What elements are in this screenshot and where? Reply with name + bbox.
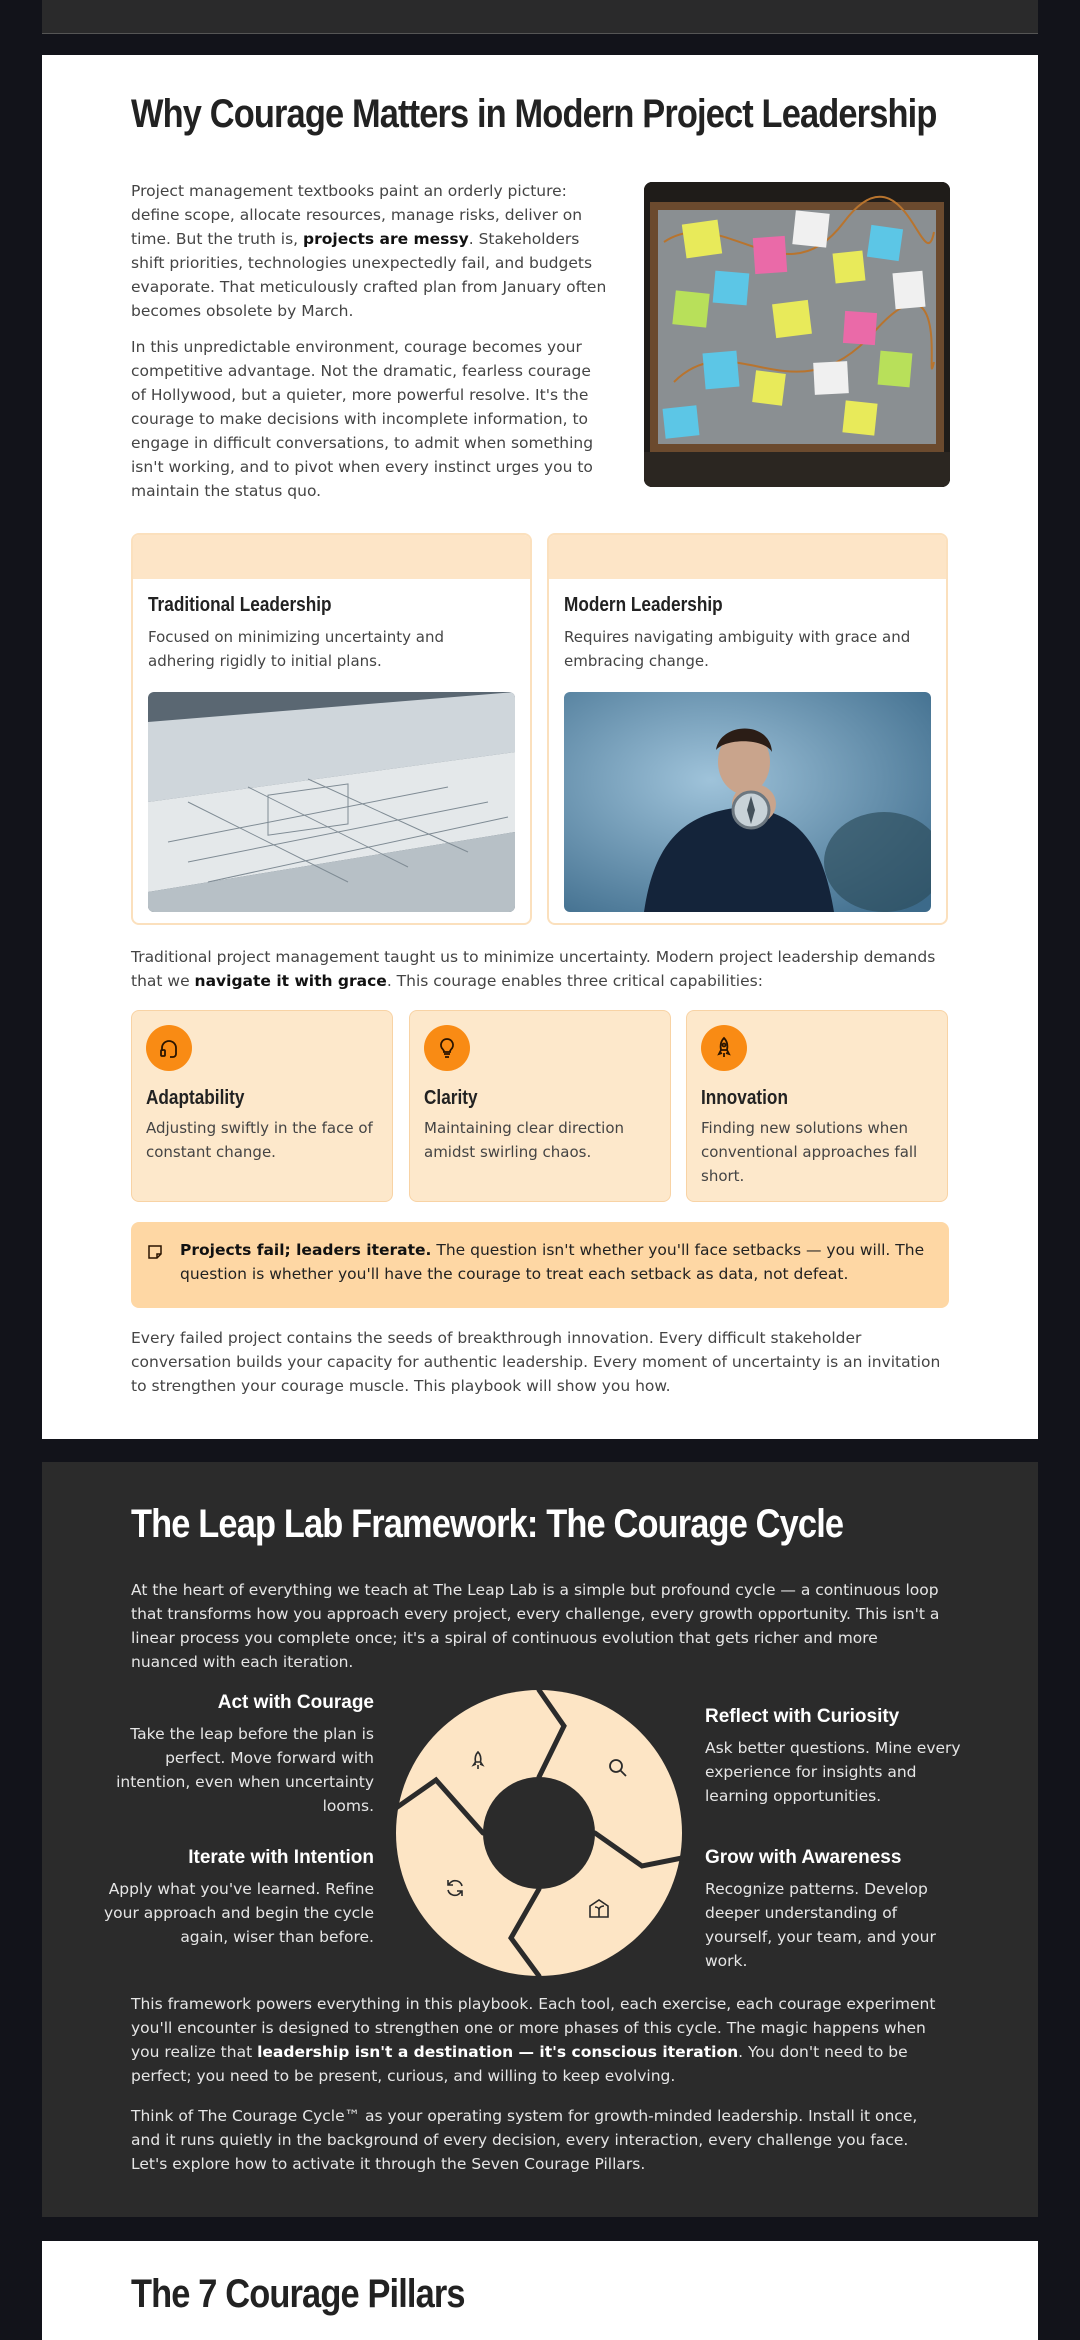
intro-emphasis: projects are messy xyxy=(303,230,469,248)
callout-rest: The question isn't whether you'll face setbacks — you will. The question is whether you'll have the courage to treat each setback as data, not defeat. xyxy=(180,1241,925,1283)
capability-text: Maintaining clear direction amidst swirling chaos. xyxy=(424,1119,625,1161)
headphones-icon xyxy=(146,1025,192,1071)
phase-title: Iterate with Intention xyxy=(188,1847,374,1868)
card-header-band xyxy=(549,535,946,579)
card-title: Modern Leadership xyxy=(564,594,723,616)
intro-text-c: . Stakeholders shift priorities, technologies unexpectedly fail, and budgets evaporate. That meticulously crafted plan from January often becomes obsolete by March. xyxy=(131,230,607,320)
compass-illustration xyxy=(564,692,931,912)
capability-card-clarity xyxy=(409,1010,671,1202)
bridge-text-c: . This courage enables three critical capabilities: xyxy=(386,972,763,990)
bridge-paragraph xyxy=(131,945,951,993)
card-title: Traditional Leadership xyxy=(148,594,332,616)
card-text: Requires navigating ambiguity with grace and embracing change. xyxy=(564,628,911,670)
operating-system-paragraph: Think of The Courage Cycle™ as your operating system for growth-minded leadership. Install it once, and it runs quietly in the background of every decision, every interaction, every challenge you face. Let's explore how to activate it through the Seven Courage Pillars. xyxy=(131,2107,918,2173)
phase-act xyxy=(94,1692,374,1818)
section-title: The 7 Courage Pillars xyxy=(131,2272,465,2316)
capability-title: Clarity xyxy=(424,1087,478,1109)
board-illustration xyxy=(644,182,950,487)
compass-person-image xyxy=(564,692,931,912)
intro-text-a: Project management textbooks paint an orderly picture: define scope, allocate resources, manage risks, deliver on time. But the truth is, xyxy=(131,182,583,248)
capability-title: Innovation xyxy=(701,1087,788,1109)
framework-text-c: . You don't need to be perfect; you need to be present, curious, and willing to keep evolving. xyxy=(131,2043,908,2085)
phase-text: Ask better questions. Mine every experience for insights and learning opportunities. xyxy=(705,1739,961,1805)
card-text: Focused on minimizing uncertainty and adhering rigidly to initial plans. xyxy=(148,628,445,670)
framework-text-a: This framework powers everything in this playbook. Each tool, each exercise, each courage experiment you'll encounter is designed to strengthen one or more phases of this cycle. The magic happens when you realize that xyxy=(131,1995,936,2061)
capability-text: Adjusting swiftly in the face of constant change. xyxy=(146,1119,373,1161)
phase-title: Act with Courage xyxy=(217,1692,374,1713)
section-courage-pillars xyxy=(42,2241,1038,2340)
capability-title: Adaptability xyxy=(146,1087,245,1109)
phase-text: Take the leap before the plan is perfect. Move forward with intention, even when uncertainty looms. xyxy=(116,1725,374,1815)
blueprint-image xyxy=(148,692,515,912)
section-title: The Leap Lab Framework: The Courage Cycle xyxy=(131,1502,844,1546)
phase-iterate xyxy=(94,1847,374,1949)
framework-paragraph xyxy=(131,1992,949,2088)
top-bar xyxy=(42,0,1038,34)
rocket-icon xyxy=(701,1025,747,1071)
bridge-text-a: Traditional project management taught us to minimize uncertainty. Modern project leadership demands that we xyxy=(131,948,936,990)
phase-reflect xyxy=(705,1706,965,1808)
closing-paragraph: Every failed project contains the seeds of breakthrough innovation. Every difficult stakeholder conversation builds your capacity for authentic leadership. Every moment of uncertainty is an invitation to strengthen your courage muscle. This playbook will show you how. xyxy=(131,1329,941,1395)
sticky-note-board-image xyxy=(644,182,950,487)
capability-card-adaptability xyxy=(131,1010,393,1202)
phase-title: Reflect with Curiosity xyxy=(705,1706,900,1727)
framework-emphasis: leadership isn't a destination — it's conscious iteration xyxy=(257,2043,739,2061)
note-icon xyxy=(147,1244,163,1264)
intro-paragraph-1 xyxy=(131,179,609,323)
modern-leadership-card xyxy=(547,533,948,925)
callout-text xyxy=(180,1238,935,1286)
cycle-intro: At the heart of everything we teach at The Leap Lab is a simple but profound cycle — a continuous loop that transforms how you approach every project, every challenge, every growth opportunity. This isn't a linear process you complete once; it's a spiral of continuous evolution that gets richer and more nuanced with each iteration. xyxy=(131,1581,940,1671)
callout-emphasis: Projects fail; leaders iterate. xyxy=(180,1241,432,1259)
courage-cycle-diagram xyxy=(394,1688,684,1978)
section-title: Why Courage Matters in Modern Project Leadership xyxy=(131,92,937,136)
intro-paragraph-2: In this unpredictable environment, courage becomes your competitive advantage. Not the dramatic, fearless courage of Hollywood, but a quieter, more powerful resolve. It's the courage to make decisions with incomplete information, to engage in difficult conversations, to admit when something isn't working, and to pivot when every instinct urges you to maintain the status quo. xyxy=(131,338,594,500)
phase-grow xyxy=(705,1847,945,1973)
phase-text: Recognize patterns. Develop deeper understanding of yourself, your team, and your work. xyxy=(705,1880,936,1970)
capability-text: Finding new solutions when conventional approaches fall short. xyxy=(701,1119,918,1185)
blueprint-illustration xyxy=(148,692,515,912)
card-header-band xyxy=(133,535,530,579)
bridge-emphasis: navigate it with grace xyxy=(194,972,387,990)
phase-title: Grow with Awareness xyxy=(705,1847,902,1868)
phase-text: Apply what you've learned. Refine your approach and begin the cycle again, wiser than before. xyxy=(103,1880,374,1946)
traditional-leadership-card xyxy=(131,533,532,925)
section-courage-cycle xyxy=(42,1462,1038,2217)
callout-box xyxy=(131,1222,949,1308)
capability-card-innovation xyxy=(686,1010,948,1202)
lightbulb-icon xyxy=(424,1025,470,1071)
